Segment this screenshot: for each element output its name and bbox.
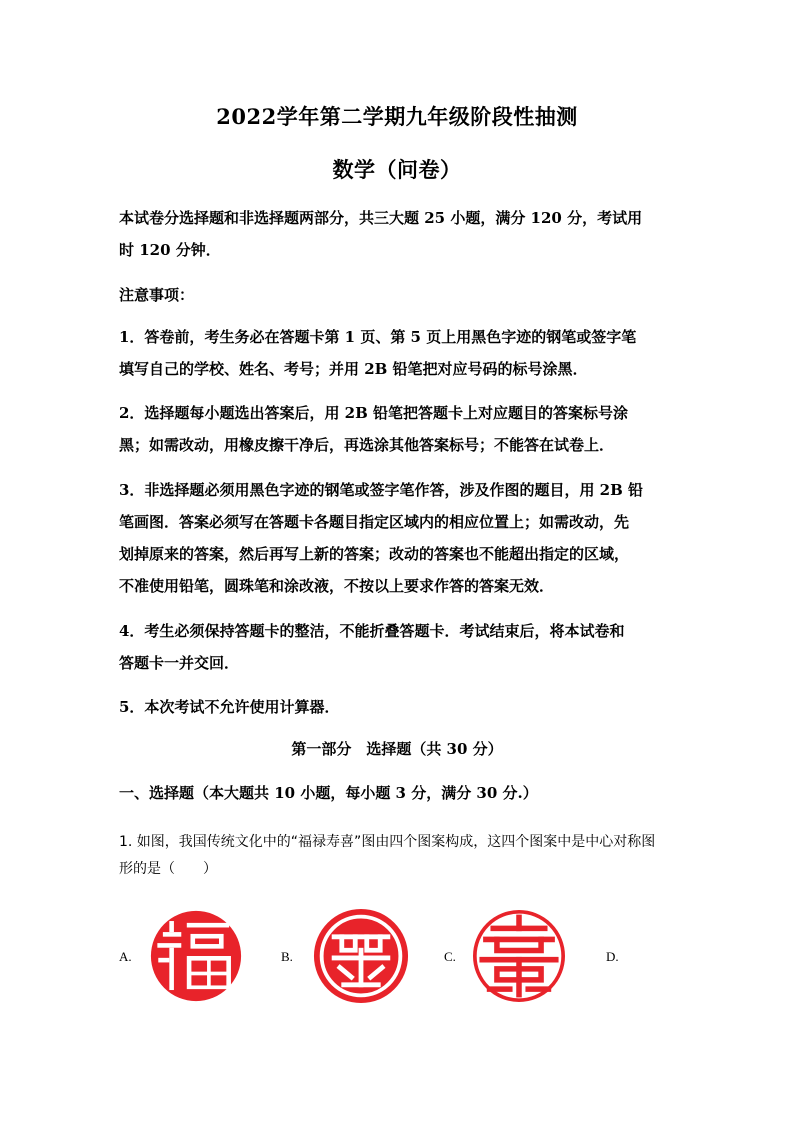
question-1-line-2: 形的是（ ） bbox=[119, 861, 217, 877]
question-1-line-1: 1. 如图，我国传统文化中的“福禄寿喜”图由四个图案构成，这四个图案中是中心对称图 bbox=[119, 834, 656, 850]
note-4-line-1: 4．考生必须保持答题卡的整洁，不能折叠答题卡．考试结束后，将本试卷和 bbox=[119, 622, 625, 640]
lu-emblem-icon[interactable] bbox=[313, 908, 409, 1004]
notes-heading: 注意事项： bbox=[119, 286, 195, 304]
intro-line-1: 本试卷分选择题和非选择题两部分，共三大题 25 小题，满分 120 分，考试用 bbox=[119, 209, 643, 227]
note-2-line-2: 黑；如需改动，用橡皮擦干净后，再选涂其他答案标号；不能答在试卷上． bbox=[119, 436, 615, 454]
shou-emblem-icon[interactable] bbox=[473, 910, 565, 1002]
exam-title: 2022学年第二学期九年级阶段性抽测 bbox=[216, 104, 578, 129]
part1-heading: 第一部分 选择题（共 30 分） bbox=[291, 740, 503, 758]
option-a-label[interactable]: A. bbox=[119, 949, 132, 964]
note-4-line-2: 答题卡一并交回． bbox=[119, 654, 240, 672]
note-2-line-1: 2．选择题每小题选出答案后，用 2B 铅笔把答题卡上对应题目的答案标号涂 bbox=[119, 404, 628, 422]
note-3-line-1: 3．非选择题必须用黑色字迹的钢笔或签字笔作答，涉及作图的题目，用 2B 铅 bbox=[119, 481, 643, 499]
exam-subtitle: 数学（问卷） bbox=[332, 157, 462, 182]
note-1-line-1: 1．答卷前，考生务必在答题卡第 1 页、第 5 页上用黑色字迹的钢笔或签字笔 bbox=[119, 328, 637, 346]
option-b-label[interactable]: B. bbox=[281, 949, 293, 964]
option-d-label[interactable]: D. bbox=[606, 949, 619, 964]
note-5-line-1: 5．本次考试不允许使用计算器． bbox=[119, 698, 340, 716]
section-heading: 一、选择题（本大题共 10 小题，每小题 3 分，满分 30 分.） bbox=[119, 784, 538, 802]
intro-line-2: 时 120 分钟． bbox=[119, 241, 221, 259]
note-3-line-3: 划掉原来的答案，然后再写上新的答案；改动的答案也不能超出指定的区域， bbox=[119, 545, 630, 563]
note-3-line-4: 不准使用铅笔，圆珠笔和涂改液，不按以上要求作答的答案无效． bbox=[119, 577, 555, 595]
option-c-label[interactable]: C. bbox=[444, 949, 456, 964]
note-1-line-2: 填写自己的学校、姓名、考号；并用 2B 铅笔把对应号码的标号涂黑． bbox=[119, 360, 588, 378]
fu-emblem-icon[interactable] bbox=[150, 910, 242, 1002]
note-3-line-2: 笔画图．答案必须写在答题卡各题目指定区域内的相应位置上；如需改动，先 bbox=[119, 513, 630, 531]
